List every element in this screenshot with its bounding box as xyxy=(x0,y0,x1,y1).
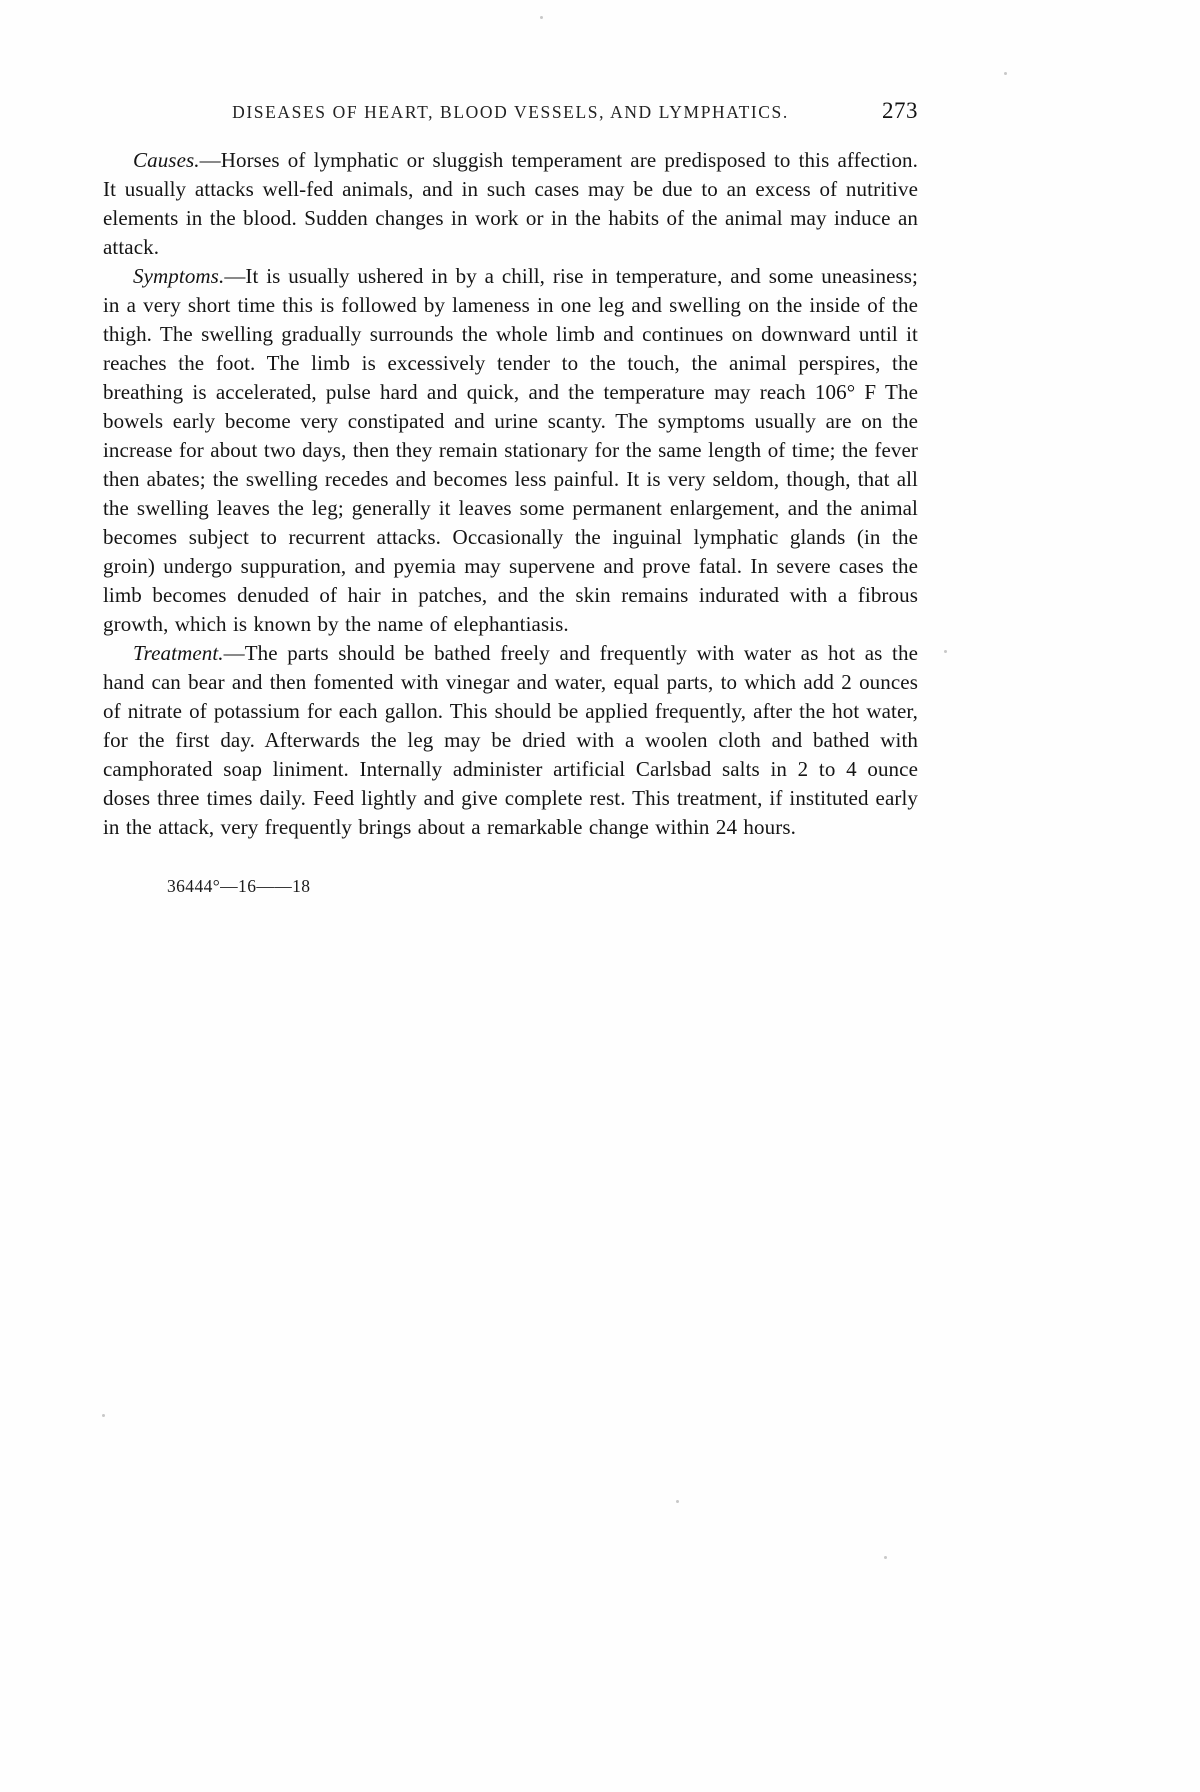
scan-speck xyxy=(944,650,947,653)
text-block xyxy=(103,98,918,897)
scan-speck xyxy=(540,16,543,19)
paragraph-causes-lead: Causes. xyxy=(133,148,200,172)
paragraph-symptoms-text: —It is usually ushered in by a chill, rise in temperature, and some uneasiness; in a very short time this is followed by lameness in one leg and swelling on the inside of the thigh. The swelling gradually surrounds the whole limb and continues on downward until it reaches the foot. The limb is excessively tender to the touch, the animal perspires, the breathing is accelerated, pulse hard and quick, and the temperature may reach 106° F The bowels early become very constipated and urine scanty. The symptoms usually are on the increase for about two days, then they remain stationary for the same length of time; the fever then abates; the swelling recedes and becomes less painful. It is very seldom, though, that all the swelling leaves the leg; generally it leaves some permanent enlargement, and the animal becomes subject to recurrent attacks. Occasionally the inguinal lymphatic glands (in the groin) undergo suppuration, and pyemia may supervene and prove fatal. In severe cases the limb becomes denuded of hair in patches, and the skin remains indurated with a fibrous growth, which is known by the name of elephantiasis. xyxy=(103,264,918,636)
paragraph-symptoms-lead: Symptoms. xyxy=(133,264,225,288)
scan-speck xyxy=(102,1414,105,1417)
paragraph-treatment-text: —The parts should be bathed freely and frequently with water as hot as the hand can bear and then fomented with vinegar and water, equal parts, to which add 2 ounces of nitrate of potassium for each gallon. This should be applied frequently, after the hot water, for the first day. Afterwards the leg may be dried with a woolen cloth and bathed with camphorated soap liniment. Internally administer artificial Carlsbad salts in 2 to 4 ounce doses three times daily. Feed lightly and give complete rest. This treatment, if instituted early in the attack, very frequently brings about a remarkable change within 24 hours. xyxy=(103,641,918,839)
paragraph-treatment xyxy=(103,639,918,842)
scan-speck xyxy=(884,1556,887,1559)
page-number: 273 xyxy=(882,98,918,123)
paragraph-treatment-lead: Treatment. xyxy=(133,641,224,665)
body-copy xyxy=(103,146,918,842)
print-signature: 36444°—16——18 xyxy=(167,876,311,896)
paragraph-causes-text: —Horses of lymphatic or sluggish temperament are predisposed to this affection. It usually attacks well-fed animals, and in such cases may be due to an excess of nutritive elements in the blood. Sudden changes in work or in the habits of the animal may induce an attack. xyxy=(103,148,918,259)
running-head-title: DISEASES OF HEART, BLOOD VESSELS, AND LYMPHATICS. xyxy=(232,102,789,122)
paragraph-symptoms xyxy=(103,262,918,639)
scan-speck xyxy=(676,1500,679,1503)
paragraph-causes xyxy=(103,146,918,262)
scan-speck xyxy=(1004,72,1007,75)
running-head xyxy=(103,98,918,124)
